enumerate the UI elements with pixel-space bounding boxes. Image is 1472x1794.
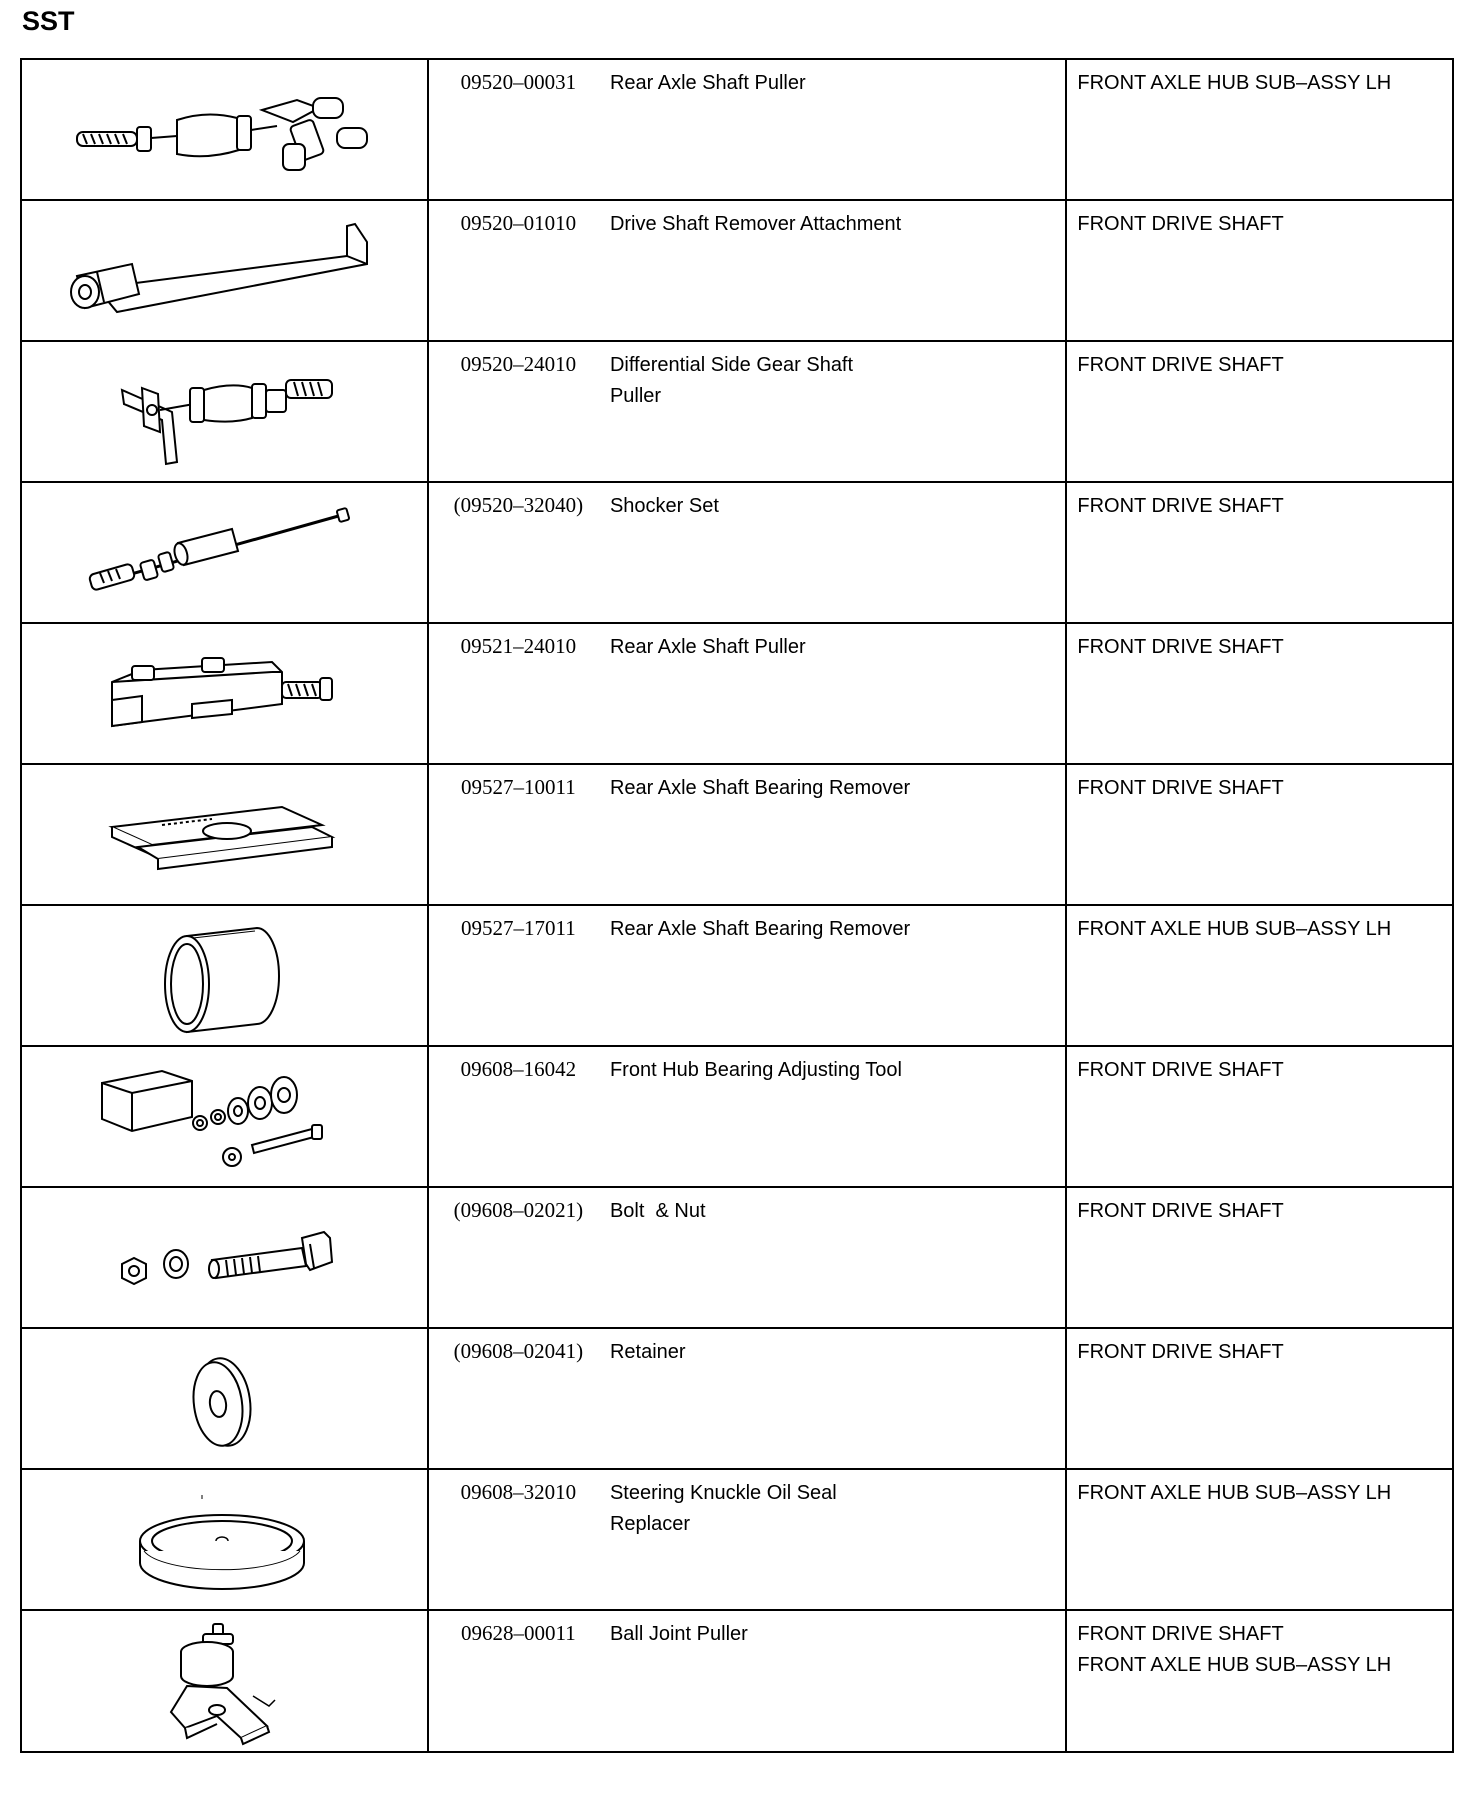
table-row [21,200,1453,341]
page-title: SST [22,6,75,36]
used-for: FRONT DRIVE SHAFT FRONT AXLE HUB SUB–ASSY LH [1077,1623,1392,1676]
bearing-remover-cup-icon [157,916,287,1036]
table-row [21,482,1453,623]
used-for: FRONT AXLE HUB SUB–ASSY LH [1077,918,1392,940]
retainer-washer-icon [172,1344,272,1454]
used-for: FRONT DRIVE SHAFT [1077,1341,1284,1363]
part-number: 09521–24010 [460,634,577,658]
part-name: Rear Axle Shaft Puller [609,636,806,658]
part-number: 09527–17011 [461,916,576,940]
shocker-set-icon [82,503,362,603]
used-for: FRONT AXLE HUB SUB–ASSY LH [1077,72,1392,94]
used-for: FRONT AXLE HUB SUB–ASSY LH [1077,1482,1392,1504]
table-row [21,59,1453,200]
part-name: Differential Side Gear Shaft Puller [609,354,854,407]
table-row [21,1610,1453,1752]
part-number: (09608–02021) [453,1198,584,1222]
sst-table [20,58,1454,1753]
used-for: FRONT DRIVE SHAFT [1077,1059,1284,1081]
table-row [21,905,1453,1046]
illustration-cell [21,59,428,200]
bolt-nut-icon [92,1208,352,1308]
part-name: Retainer [609,1341,686,1363]
part-name: Shocker Set [609,495,719,517]
used-for: FRONT DRIVE SHAFT [1077,354,1284,376]
ball-joint-puller-icon [157,1616,287,1746]
part-name: Bolt & Nut [609,1200,706,1222]
part-number: (09608–02041) [453,1339,584,1363]
used-for: FRONT DRIVE SHAFT [1077,636,1284,658]
used-for: FRONT DRIVE SHAFT [1077,495,1284,517]
table-row [21,1469,1453,1610]
part-number: (09520–32040) [453,493,584,517]
part-number: 09608–16042 [460,1057,577,1081]
drive-shaft-remover-attachment-icon [57,216,387,326]
bearing-remover-plates-icon [102,785,342,885]
table-row [21,1187,1453,1328]
axle-shaft-puller-block-icon [102,644,342,744]
part-number: 09628–00011 [461,1621,576,1645]
used-for: FRONT DRIVE SHAFT [1077,213,1284,235]
part-name: Steering Knuckle Oil Seal Replacer [609,1482,837,1535]
part-name: Rear Axle Shaft Bearing Remover [609,777,911,799]
rear-axle-shaft-puller-icon [57,80,387,180]
part-number: 09520–01010 [460,211,577,235]
used-for: FRONT DRIVE SHAFT [1077,777,1284,799]
part-number: 09527–10011 [461,775,576,799]
table-row [21,341,1453,482]
used-for: FRONT DRIVE SHAFT [1077,1200,1284,1222]
table-row [21,623,1453,764]
part-number: 09608–32010 [460,1480,577,1504]
table-row [21,1046,1453,1187]
part-number: 09520–00031 [460,70,577,94]
oil-seal-replacer-icon [132,1485,312,1595]
part-name: Ball Joint Puller [609,1623,748,1645]
hub-bearing-tool-kit-icon [92,1057,352,1177]
part-number: 09520–24010 [460,352,577,376]
side-gear-shaft-puller-icon [102,352,342,472]
part-name: Rear Axle Shaft Bearing Remover [609,918,911,940]
part-name: Front Hub Bearing Adjusting Tool [609,1059,902,1081]
part-name: Drive Shaft Remover Attachment [609,213,902,235]
table-row [21,764,1453,905]
table-row [21,1328,1453,1469]
part-name: Rear Axle Shaft Puller [609,72,806,94]
